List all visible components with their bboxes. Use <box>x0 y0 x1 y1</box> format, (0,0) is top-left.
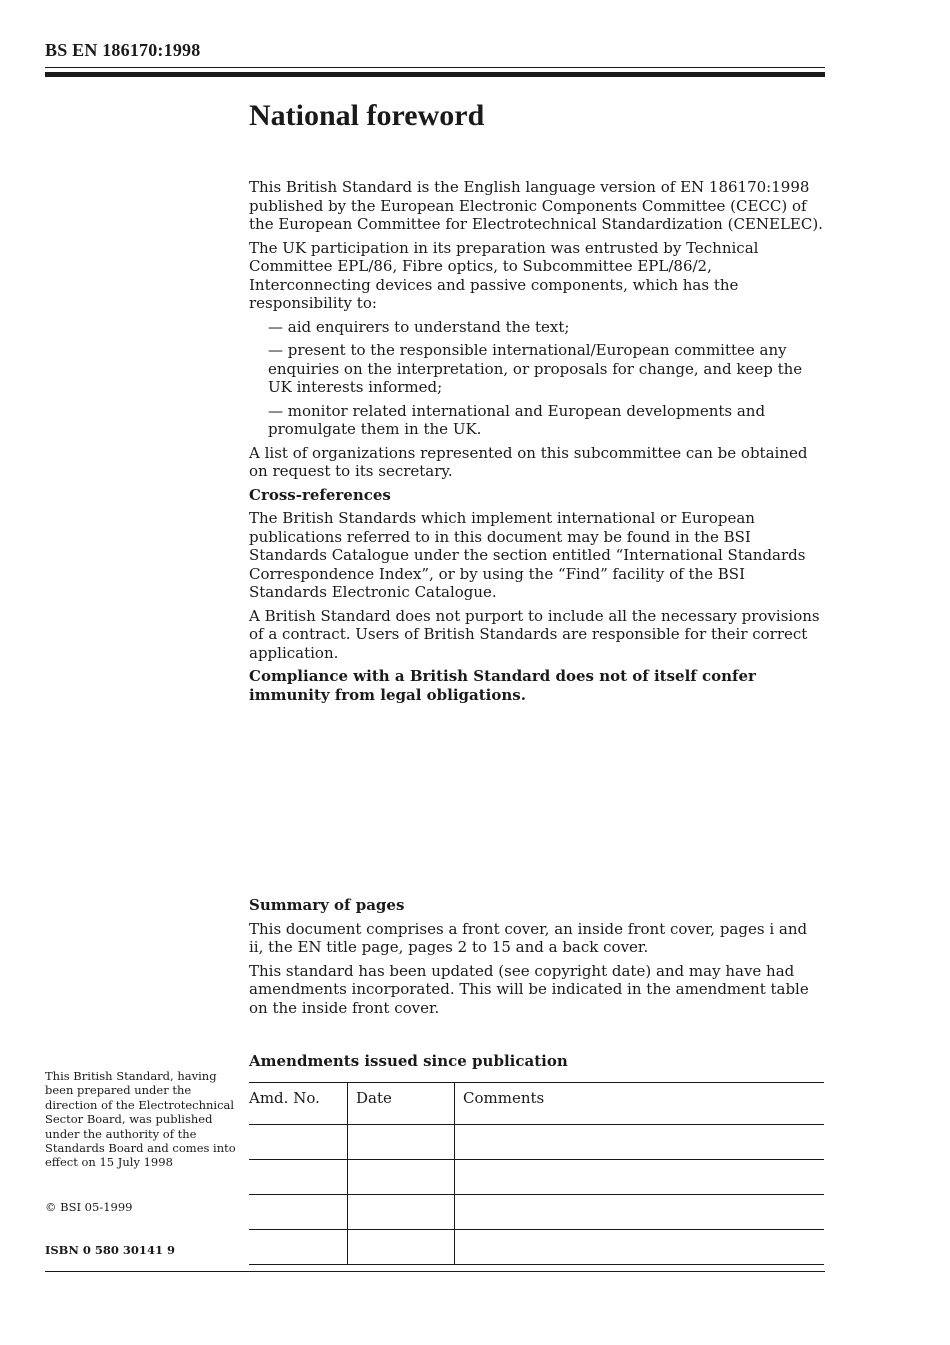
summary-heading: Summary of pages <box>249 896 405 914</box>
table-cell <box>249 1230 348 1265</box>
table-cell <box>348 1195 455 1230</box>
publication-note <box>45 1069 240 1170</box>
footer-rule <box>45 1271 825 1272</box>
table-cell <box>348 1125 455 1160</box>
responsibility-item: — present to the responsible international/European committee any enquiries on the interpretation, or proposals for change, and keep the UK interests informed; <box>268 341 803 396</box>
table-cell <box>455 1125 825 1160</box>
table-header-row <box>249 1083 824 1125</box>
table-row <box>249 1230 824 1265</box>
summary-of-pages <box>249 896 824 1022</box>
column-header-amd-no: Amd. No. <box>249 1083 348 1125</box>
table-cell <box>249 1160 348 1195</box>
amendments-table <box>249 1082 824 1265</box>
paragraph-intro: This British Standard is the English language version of EN 186170:1998 published by the European Electronic Components Committee (CECC) of the European Committee for Electrotechnical Standardization (CENELEC). <box>249 178 823 233</box>
table-cell <box>455 1160 825 1195</box>
responsibility-item: — monitor related international and European developments and promulgate them in the UK. <box>268 401 766 438</box>
copyright-notice: © BSI 05-1999 <box>45 1200 133 1214</box>
compliance-statement: Compliance with a British Standard does not of itself confer immunity from legal obligations. <box>249 667 756 704</box>
table-cell <box>348 1230 455 1265</box>
table-cell <box>455 1230 825 1265</box>
foreword-body <box>249 178 824 709</box>
document-code: BS EN 186170:1998 <box>45 40 201 60</box>
column-header-date: Date <box>348 1083 455 1125</box>
page-title: National foreword <box>249 99 485 132</box>
table-cell <box>249 1125 348 1160</box>
table-row <box>249 1125 824 1160</box>
header-rule-thick <box>45 72 825 77</box>
summary-paragraph: This document comprises a front cover, an inside front cover, pages i and ii, the EN title page, pages 2 to 15 and a back cover. <box>249 919 808 956</box>
table-cell <box>348 1160 455 1195</box>
table-row <box>249 1160 824 1195</box>
table-cell <box>249 1195 348 1230</box>
paragraph-cross-references: The British Standards which implement international or European publications referred to in this document may be found in the BSI Standards Catalogue under the section entitled “International Standards Correspondence Index”, or by using the “Find” facility of the BSI Standards Electronic Catalogue. <box>249 509 806 601</box>
paragraph-participation: The UK participation in its preparation was entrusted by Technical Committee EPL/86, Fibre optics, to Subcommittee EPL/86/2, Interconnecting devices and passive components, which has the responsibility to: <box>249 238 759 312</box>
header-rule-thin <box>45 67 825 68</box>
responsibility-item: — aid enquirers to understand the text; <box>268 317 570 336</box>
column-header-comments: Comments <box>455 1083 825 1125</box>
table-cell <box>455 1195 825 1230</box>
paragraph-contract: A British Standard does not purport to include all the necessary provisions of a contract. Users of British Standards are responsible for their correct application. <box>249 606 820 662</box>
table-row <box>249 1195 824 1230</box>
amendments-heading: Amendments issued since publication <box>249 1052 568 1070</box>
cross-references-heading: Cross-references <box>249 485 391 504</box>
publication-note-text: This British Standard, having been prepared under the direction of the Electrotechnical Sector Board, was published under the authority of the Standards Board and comes into effect on 15 July 1998 <box>45 1069 236 1170</box>
summary-paragraph: This standard has been updated (see copyright date) and may have had amendments incorporated. This will be indicated in the amendment table on the inside front cover. <box>249 961 809 1017</box>
isbn: ISBN 0 580 30141 9 <box>45 1243 175 1257</box>
paragraph-organizations: A list of organizations represented on this subcommittee can be obtained on request to its secretary. <box>249 443 808 480</box>
